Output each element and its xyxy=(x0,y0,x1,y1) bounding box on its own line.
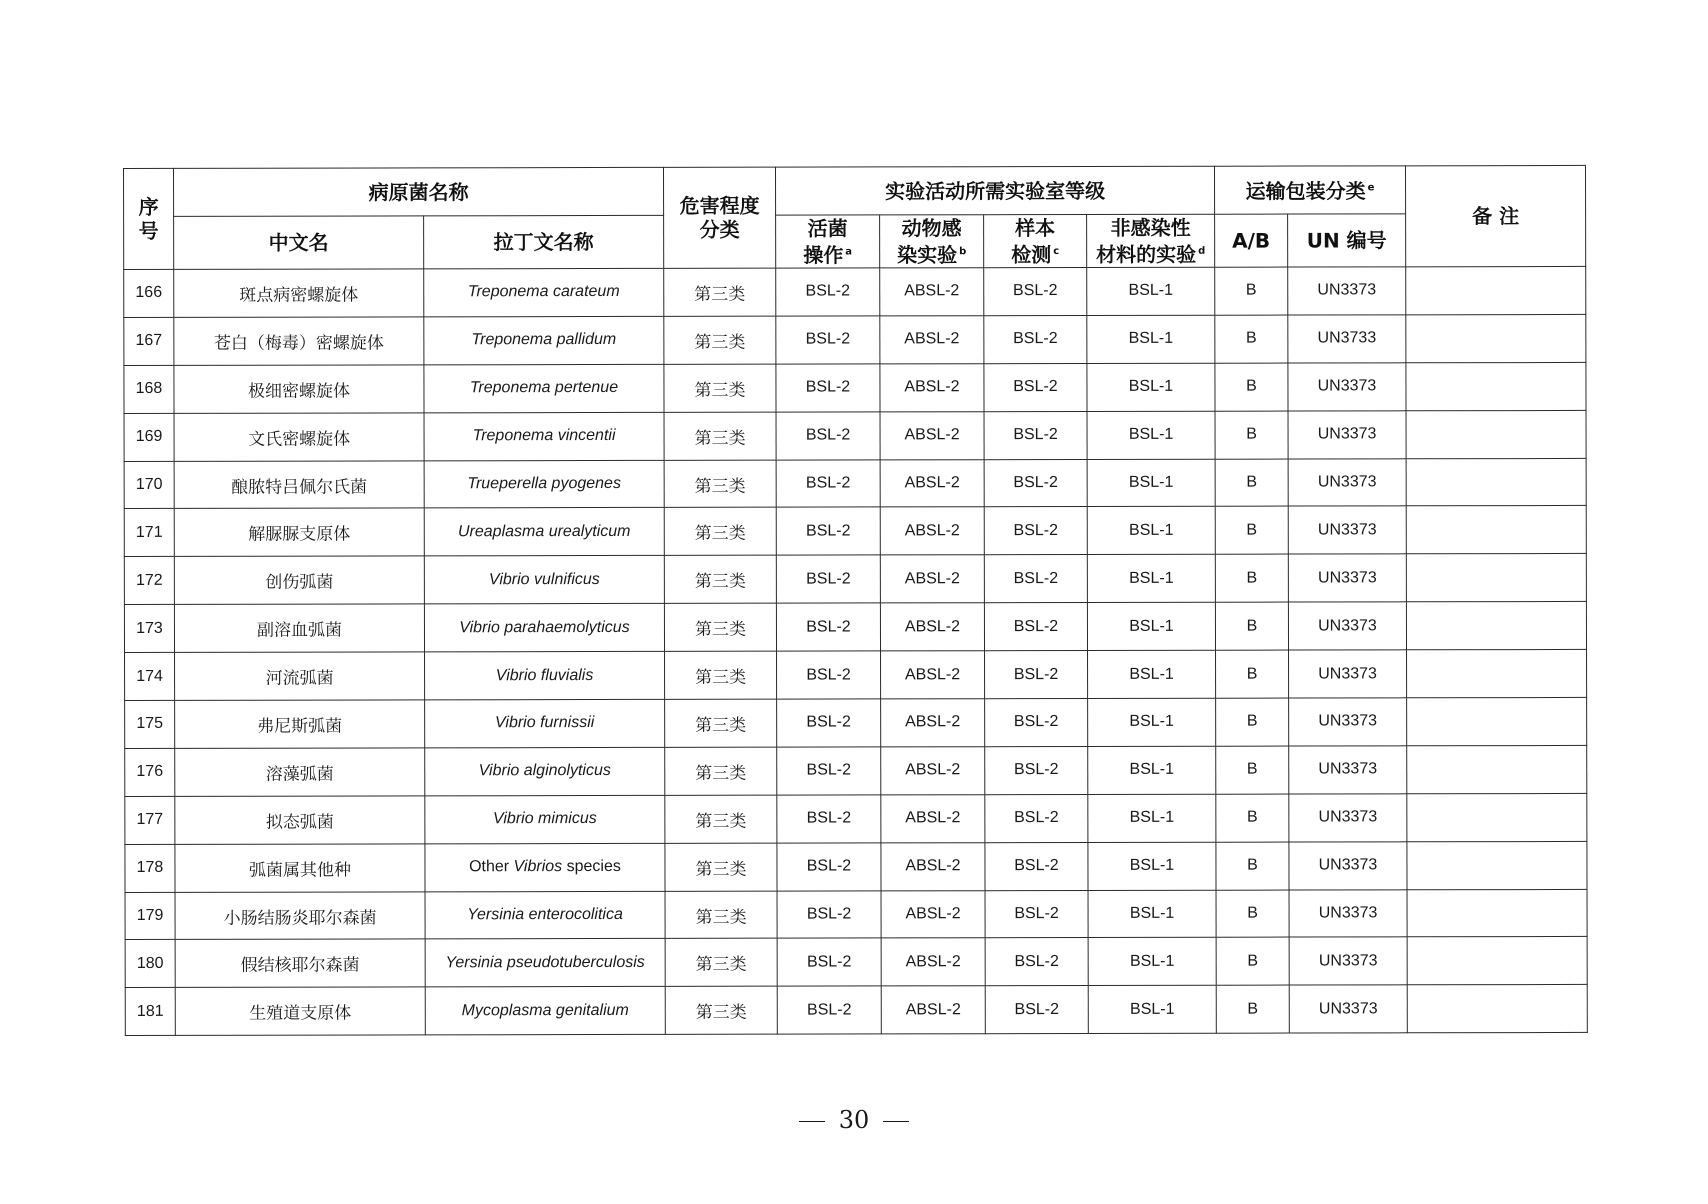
row-latin-name: Trueperella pyogenes xyxy=(424,460,664,508)
row-ab: B xyxy=(1216,842,1289,890)
row-noninf-level: BSL-1 xyxy=(1087,315,1215,363)
row-risk-class: 第三类 xyxy=(665,843,777,891)
row-un: UN3373 xyxy=(1289,937,1407,985)
row-noninf-level: BSL-1 xyxy=(1088,794,1216,842)
row-animal-level: ABSL-2 xyxy=(881,794,985,842)
row-remark xyxy=(1407,793,1587,841)
row-live-level: BSL-2 xyxy=(776,507,880,555)
header-seq xyxy=(124,168,174,269)
row-noninf-level: BSL-1 xyxy=(1087,363,1215,411)
header-animal-line2: 染实验 xyxy=(897,242,958,267)
row-sample-level: BSL-2 xyxy=(984,411,1087,459)
row-live-level: BSL-2 xyxy=(777,699,881,747)
header-live xyxy=(776,215,880,268)
row-ab: B xyxy=(1215,507,1288,555)
row-live-level: BSL-2 xyxy=(777,986,881,1034)
row-un: UN3373 xyxy=(1289,841,1407,889)
row-animal-level: ABSL-2 xyxy=(880,603,984,651)
row-un: UN3373 xyxy=(1288,458,1406,506)
row-remark xyxy=(1406,266,1586,314)
row-un: UN3373 xyxy=(1288,410,1406,458)
row-animal-level: ABSL-2 xyxy=(881,986,985,1034)
row-remark xyxy=(1406,362,1586,410)
row-animal-level: ABSL-2 xyxy=(880,507,984,555)
row-remark xyxy=(1407,889,1587,937)
footer-dash-right xyxy=(883,1121,909,1122)
row-live-level: BSL-2 xyxy=(777,651,881,699)
header-sample-mark: c xyxy=(1053,245,1060,257)
latin-genus: Vibrios xyxy=(513,858,563,876)
table-row xyxy=(124,362,1586,413)
table-row xyxy=(124,266,1586,317)
table-row xyxy=(125,745,1587,796)
table-row xyxy=(125,841,1587,892)
row-latin-name: Yersinia enterocolitica xyxy=(425,891,665,939)
row-remark xyxy=(1407,697,1587,745)
row-latin-name: Treponema pallidum xyxy=(424,316,664,364)
header-noninf-line1: 非感染性 xyxy=(1110,215,1191,240)
table-row xyxy=(125,793,1587,844)
header-noninf xyxy=(1087,214,1215,267)
row-risk-class: 第三类 xyxy=(664,555,776,603)
row-latin-name: Yersinia pseudotuberculosis xyxy=(425,939,665,987)
table-row xyxy=(125,697,1587,748)
header-pathogen-name: 病原菌名称 xyxy=(174,167,664,216)
row-ab: B xyxy=(1215,315,1288,363)
row-remark xyxy=(1407,745,1587,793)
header-latin-name: 拉丁文名称 xyxy=(424,215,664,269)
row-live-level: BSL-2 xyxy=(777,795,881,843)
header-sample-line2: 检测 xyxy=(1011,242,1052,267)
table-row xyxy=(124,554,1586,605)
row-latin-name: Mycoplasma genitalium xyxy=(425,987,665,1035)
table-body xyxy=(124,266,1588,1035)
row-num: 178 xyxy=(125,844,175,892)
row-ab: B xyxy=(1216,746,1289,794)
row-risk-class: 第三类 xyxy=(664,460,776,508)
header-remarks: 备 注 xyxy=(1406,165,1586,266)
row-live-level: BSL-2 xyxy=(776,316,880,364)
row-animal-level: ABSL-2 xyxy=(881,938,985,986)
row-sample-level: BSL-2 xyxy=(985,651,1088,699)
row-noninf-level: BSL-1 xyxy=(1087,555,1215,603)
row-latin-name: Vibrio alginolyticus xyxy=(425,747,665,795)
row-num: 167 xyxy=(124,317,174,365)
page-footer xyxy=(0,1106,1708,1134)
row-risk-class: 第三类 xyxy=(665,795,777,843)
row-cn-name: 解脲脲支原体 xyxy=(174,508,424,556)
row-risk-class: 第三类 xyxy=(665,939,777,987)
row-remark xyxy=(1406,458,1586,506)
row-cn-name: 溶藻弧菌 xyxy=(175,748,425,796)
row-noninf-level: BSL-1 xyxy=(1088,650,1216,698)
row-ab: B xyxy=(1216,938,1289,986)
header-animal-line1: 动物感 xyxy=(901,215,962,241)
row-un: UN3373 xyxy=(1288,554,1406,602)
row-ab: B xyxy=(1216,890,1289,938)
row-ab: B xyxy=(1215,363,1288,411)
row-remark xyxy=(1406,602,1586,650)
row-latin-name: Vibrio vulnificus xyxy=(424,556,664,604)
row-num: 170 xyxy=(124,461,174,509)
row-sample-level: BSL-2 xyxy=(984,459,1087,507)
row-noninf-level: BSL-1 xyxy=(1088,938,1216,986)
row-cn-name: 创伤弧菌 xyxy=(174,556,424,604)
row-cn-name: 斑点病密螺旋体 xyxy=(174,269,424,317)
row-un: UN3373 xyxy=(1288,602,1406,650)
header-live-mark: a xyxy=(845,246,853,258)
row-live-level: BSL-2 xyxy=(776,459,880,507)
header-cn-name: 中文名 xyxy=(174,216,424,270)
header-lab-level: 实验活动所需实验室等级 xyxy=(775,166,1214,215)
row-un: UN3373 xyxy=(1288,267,1406,315)
row-ab: B xyxy=(1216,650,1289,698)
header-ab: A/B xyxy=(1215,214,1288,267)
header-transport-label: 运输包装分类 xyxy=(1245,179,1366,204)
header-hazard-line1: 危害程度 xyxy=(679,193,760,218)
row-noninf-level: BSL-1 xyxy=(1088,698,1216,746)
row-remark xyxy=(1407,937,1587,985)
row-ab: B xyxy=(1215,554,1288,602)
row-latin-name: Vibrio furnissii xyxy=(425,699,665,747)
row-animal-level: ABSL-2 xyxy=(881,747,985,795)
row-animal-level: ABSL-2 xyxy=(881,651,985,699)
row-ab: B xyxy=(1216,794,1289,842)
header-sample-line1: 样本 xyxy=(1015,215,1056,240)
table-row xyxy=(125,937,1587,988)
table-row xyxy=(124,602,1586,653)
header-hazard-line2: 分类 xyxy=(699,217,740,242)
row-cn-name: 弗尼斯弧菌 xyxy=(175,700,425,748)
row-remark xyxy=(1407,985,1587,1033)
row-risk-class: 第三类 xyxy=(664,316,776,364)
row-sample-level: BSL-2 xyxy=(985,746,1088,794)
row-un: UN3373 xyxy=(1288,363,1406,411)
row-cn-name: 副溶血弧菌 xyxy=(174,604,424,652)
row-noninf-level: BSL-1 xyxy=(1087,267,1215,315)
row-live-level: BSL-2 xyxy=(777,747,881,795)
row-animal-level: ABSL-2 xyxy=(881,842,985,890)
row-un: UN3373 xyxy=(1288,506,1406,554)
row-ab: B xyxy=(1215,459,1288,507)
row-num: 175 xyxy=(125,700,175,748)
row-sample-level: BSL-2 xyxy=(985,842,1088,890)
row-un: UN3373 xyxy=(1289,698,1407,746)
row-latin-name: Vibrio mimicus xyxy=(425,795,665,843)
row-risk-class: 第三类 xyxy=(664,508,776,556)
pathogen-table-container xyxy=(123,168,1586,1036)
row-sample-level: BSL-2 xyxy=(985,986,1088,1034)
row-sample-level: BSL-2 xyxy=(984,315,1087,363)
row-live-level: BSL-2 xyxy=(777,843,881,891)
row-risk-class: 第三类 xyxy=(664,268,776,316)
table-row xyxy=(124,410,1586,461)
row-noninf-level: BSL-1 xyxy=(1087,411,1215,459)
row-ab: B xyxy=(1215,267,1288,315)
row-un: UN3373 xyxy=(1289,650,1407,698)
row-risk-class: 第三类 xyxy=(664,603,776,651)
row-num: 172 xyxy=(124,557,174,605)
row-risk-class: 第三类 xyxy=(664,364,776,412)
header-noninf-mark: d xyxy=(1198,245,1206,257)
row-live-level: BSL-2 xyxy=(776,268,880,316)
row-ab: B xyxy=(1215,602,1288,650)
page-number: 30 xyxy=(838,1106,870,1134)
row-sample-level: BSL-2 xyxy=(984,267,1087,315)
row-live-level: BSL-2 xyxy=(776,555,880,603)
row-ab: B xyxy=(1215,411,1288,459)
header-animal-mark: b xyxy=(959,245,967,257)
row-un: UN3373 xyxy=(1289,794,1407,842)
row-num: 179 xyxy=(125,892,175,940)
row-live-level: BSL-2 xyxy=(776,412,880,460)
header-seq-label: 序号 xyxy=(138,194,159,243)
header-transport-mark: e xyxy=(1367,182,1375,194)
row-num: 176 xyxy=(125,748,175,796)
row-live-level: BSL-2 xyxy=(777,938,881,986)
row-sample-level: BSL-2 xyxy=(984,603,1087,651)
row-animal-level: ABSL-2 xyxy=(880,459,984,507)
row-risk-class: 第三类 xyxy=(665,747,777,795)
row-cn-name: 弧菌属其他种 xyxy=(175,844,425,892)
row-num: 171 xyxy=(124,509,174,557)
row-sample-level: BSL-2 xyxy=(985,698,1088,746)
row-noninf-level: BSL-1 xyxy=(1087,459,1215,507)
row-remark xyxy=(1406,410,1586,458)
row-animal-level: ABSL-2 xyxy=(881,890,985,938)
row-risk-class: 第三类 xyxy=(665,891,777,939)
table-row xyxy=(125,889,1587,940)
row-animal-level: ABSL-2 xyxy=(880,411,984,459)
row-remark xyxy=(1407,650,1587,698)
row-un: UN3373 xyxy=(1289,889,1407,937)
row-remark xyxy=(1406,554,1586,602)
row-num: 174 xyxy=(125,653,175,701)
row-sample-level: BSL-2 xyxy=(984,507,1087,555)
row-latin-name: Vibrio parahaemolyticus xyxy=(424,604,664,652)
row-ab: B xyxy=(1216,985,1289,1033)
row-risk-class: 第三类 xyxy=(665,651,777,699)
row-latin-name: Treponema pertenue xyxy=(424,364,664,412)
header-sample xyxy=(984,214,1087,267)
table-header xyxy=(124,165,1586,269)
row-noninf-level: BSL-1 xyxy=(1088,842,1216,890)
row-latin-name: Ureaplasma urealyticum xyxy=(424,508,664,556)
header-un: UN 编号 xyxy=(1288,214,1406,267)
header-live-line1: 活菌 xyxy=(807,216,848,241)
row-animal-level: ABSL-2 xyxy=(880,555,984,603)
row-latin-name xyxy=(425,843,665,891)
row-animal-level: ABSL-2 xyxy=(880,268,984,316)
latin-prefix: Other xyxy=(469,858,514,876)
row-risk-class: 第三类 xyxy=(664,412,776,460)
row-animal-level: ABSL-2 xyxy=(880,316,984,364)
row-noninf-level: BSL-1 xyxy=(1088,746,1216,794)
row-num: 169 xyxy=(124,413,174,461)
row-num: 180 xyxy=(125,940,175,988)
row-risk-class: 第三类 xyxy=(665,699,777,747)
row-cn-name: 拟态弧菌 xyxy=(175,796,425,844)
row-num: 168 xyxy=(124,365,174,413)
row-ab: B xyxy=(1216,698,1289,746)
row-live-level: BSL-2 xyxy=(776,364,880,412)
pathogen-table xyxy=(123,165,1588,1036)
row-noninf-level: BSL-1 xyxy=(1087,507,1215,555)
row-latin-name: Vibrio fluvialis xyxy=(425,651,665,699)
row-cn-name: 假结核耶尔森菌 xyxy=(175,939,425,987)
row-sample-level: BSL-2 xyxy=(985,938,1088,986)
row-animal-level: ABSL-2 xyxy=(881,699,985,747)
row-cn-name: 文氏密螺旋体 xyxy=(174,413,424,461)
table-row xyxy=(124,314,1586,365)
table-row xyxy=(124,506,1586,557)
row-live-level: BSL-2 xyxy=(776,603,880,651)
table-row xyxy=(125,985,1587,1036)
row-num: 177 xyxy=(125,796,175,844)
row-noninf-level: BSL-1 xyxy=(1088,890,1216,938)
header-transport xyxy=(1214,166,1405,214)
row-latin-name: Treponema vincentii xyxy=(424,412,664,460)
row-cn-name: 苍白（梅毒）密螺旋体 xyxy=(174,317,424,365)
row-sample-level: BSL-2 xyxy=(984,363,1087,411)
row-live-level: BSL-2 xyxy=(777,890,881,938)
row-un: UN3733 xyxy=(1288,315,1406,363)
table-row xyxy=(124,458,1586,509)
footer-dash-left xyxy=(799,1121,825,1122)
row-cn-name: 生殖道支原体 xyxy=(175,987,425,1035)
row-remark xyxy=(1406,314,1586,362)
row-un: UN3373 xyxy=(1289,746,1407,794)
row-remark xyxy=(1406,506,1586,554)
row-animal-level: ABSL-2 xyxy=(880,363,984,411)
row-sample-level: BSL-2 xyxy=(985,890,1088,938)
row-num: 166 xyxy=(124,269,174,317)
row-sample-level: BSL-2 xyxy=(984,555,1087,603)
table-row xyxy=(125,650,1587,701)
row-sample-level: BSL-2 xyxy=(985,794,1088,842)
header-live-line2: 操作 xyxy=(803,242,844,267)
row-un: UN3373 xyxy=(1289,985,1407,1033)
row-cn-name: 酿脓特吕佩尔氏菌 xyxy=(174,460,424,508)
row-remark xyxy=(1407,841,1587,889)
row-noninf-level: BSL-1 xyxy=(1088,986,1216,1034)
row-risk-class: 第三类 xyxy=(665,986,777,1034)
header-hazard xyxy=(663,167,775,268)
row-num: 173 xyxy=(124,605,174,653)
header-animal xyxy=(880,215,984,268)
row-num: 181 xyxy=(125,988,175,1036)
row-cn-name: 小肠结肠炎耶尔森菌 xyxy=(175,891,425,939)
row-latin-name: Treponema carateum xyxy=(424,268,664,316)
row-noninf-level: BSL-1 xyxy=(1087,602,1215,650)
row-cn-name: 极细密螺旋体 xyxy=(174,365,424,413)
latin-suffix: species xyxy=(562,858,621,876)
header-noninf-line2: 材料的实验 xyxy=(1096,242,1197,267)
row-cn-name: 河流弧菌 xyxy=(175,652,425,700)
